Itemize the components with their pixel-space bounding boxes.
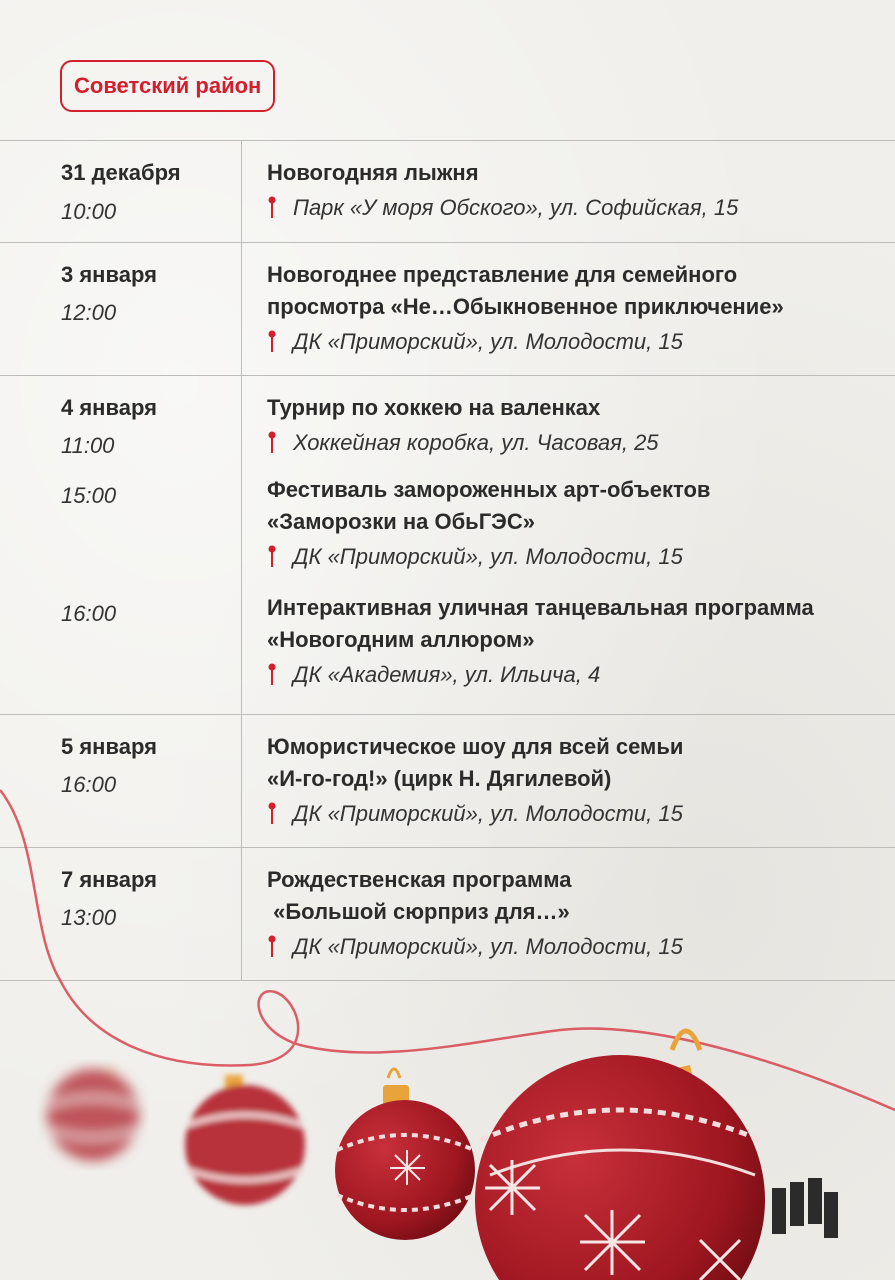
date-label: 7 января (61, 867, 157, 892)
time-label: 11:00 (61, 433, 115, 458)
date-column (0, 715, 242, 847)
event (267, 474, 885, 572)
events-column (242, 715, 895, 847)
time-label: 12:00 (61, 300, 117, 325)
day-row (0, 243, 895, 376)
time-label: 16:00 (61, 601, 117, 626)
location-text: ДК «Приморский», ул. Молодости, 15 (293, 934, 683, 959)
location-text: ДК «Приморский», ул. Молодости, 15 (293, 329, 683, 354)
day-row (0, 848, 895, 981)
event-location (267, 542, 885, 572)
event-title: Юмористическое шоу для всей семьи «И-го-год!» (цирк Н. Дягилевой) (267, 734, 684, 791)
date-column (0, 848, 242, 980)
location-text: Парк «У моря Обского», ул. Софийская, 15 (293, 195, 739, 220)
events-column (242, 141, 895, 242)
location-text: ДК «Приморский», ул. Молодости, 15 (293, 544, 683, 569)
location-pin-icon (267, 330, 277, 354)
location-text: ДК «Академия», ул. Ильича, 4 (293, 662, 601, 687)
district-title: Советский район (74, 73, 262, 98)
event-location (267, 932, 885, 962)
event (267, 592, 885, 690)
event (267, 259, 885, 357)
event-title: Интерактивная уличная танцевальная программа «Новогодним аллюром» (267, 595, 814, 652)
event (267, 864, 885, 962)
event (267, 157, 885, 223)
location-text: ДК «Приморский», ул. Молодости, 15 (293, 801, 683, 826)
time-label: 13:00 (61, 905, 117, 930)
brand-logo (772, 1178, 838, 1238)
time-label: 15:00 (61, 483, 117, 508)
day-row (0, 376, 895, 715)
date-label: 4 января (61, 395, 157, 420)
event-location (267, 799, 885, 829)
event-title: Новогодняя лыжня (267, 160, 479, 185)
event-title: Турнир по хоккею на валенках (267, 395, 601, 420)
location-pin-icon (267, 545, 277, 569)
event-location (267, 428, 885, 458)
event (267, 731, 885, 829)
location-pin-icon (267, 663, 277, 687)
date-column (0, 243, 242, 375)
location-pin-icon (267, 802, 277, 826)
events-column (242, 848, 895, 980)
location-pin-icon (267, 196, 277, 220)
location-pin-icon (267, 431, 277, 455)
event-title: Фестиваль замороженных арт-объектов «Заморозки на ОбьГЭС» (267, 477, 711, 534)
events-column (242, 243, 895, 375)
time-label: 16:00 (61, 772, 117, 797)
date-label: 31 декабря (61, 160, 181, 185)
day-row (0, 141, 895, 243)
event (267, 392, 885, 458)
event-title: Рождественская программа «Большой сюрприз для…» (267, 867, 572, 924)
date-label: 3 января (61, 262, 157, 287)
time-label: 10:00 (61, 199, 117, 224)
event-location (267, 660, 885, 690)
event-location (267, 193, 885, 223)
schedule-table (0, 140, 895, 981)
district-badge (60, 60, 275, 112)
events-column (242, 376, 895, 714)
event-location (267, 327, 885, 357)
date-column (0, 141, 242, 242)
location-pin-icon (267, 935, 277, 959)
date-label: 5 января (61, 734, 157, 759)
day-row (0, 715, 895, 848)
location-text: Хоккейная коробка, ул. Часовая, 25 (293, 430, 659, 455)
date-column (0, 376, 242, 714)
event-title: Новогоднее представление для семейного просмотра «Не…Обыкновенное приключение» (267, 262, 784, 319)
